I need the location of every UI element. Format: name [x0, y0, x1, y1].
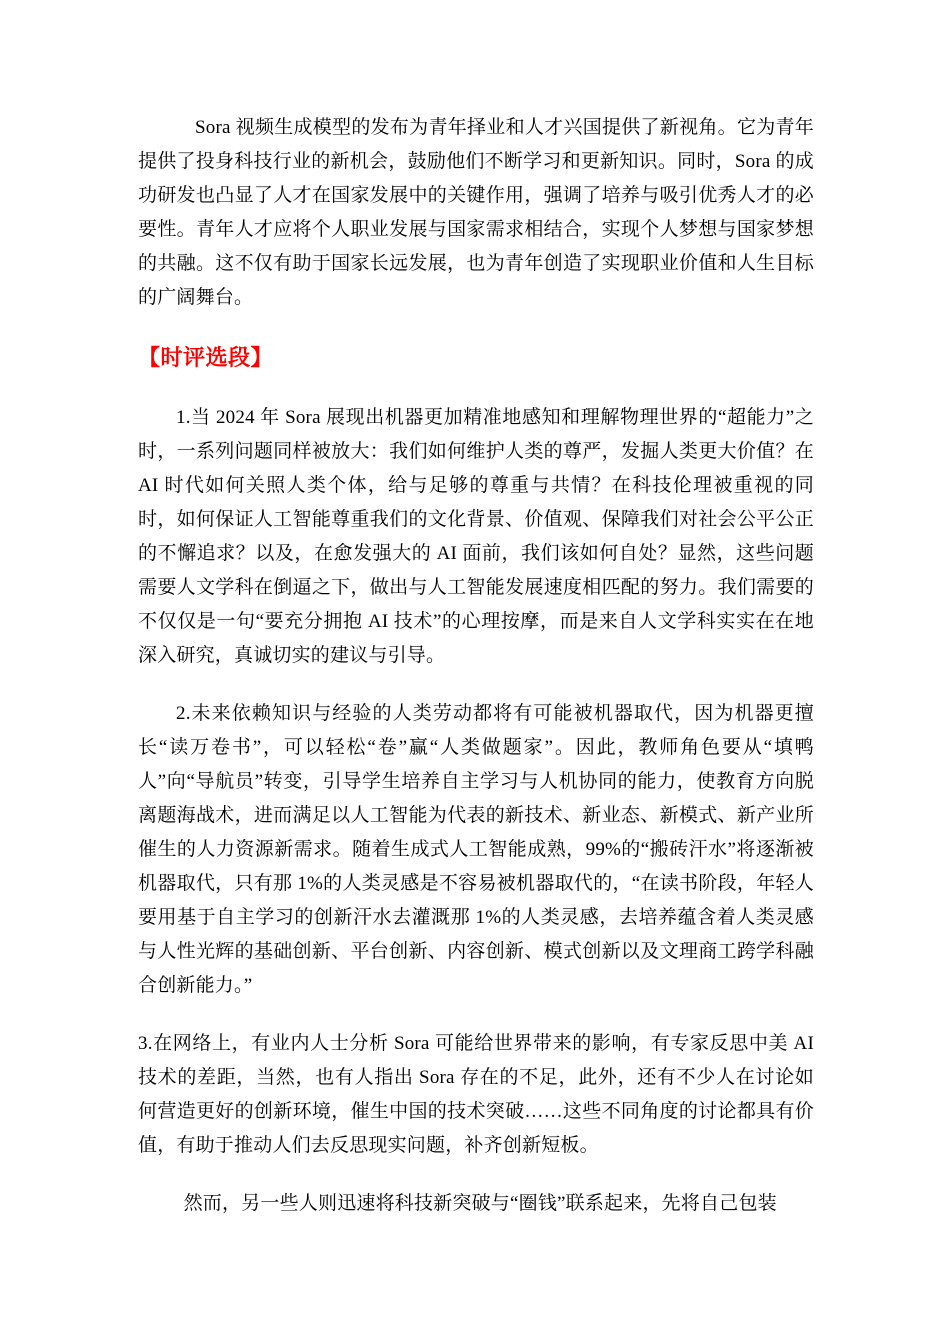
section-heading: 【时评选段】	[138, 345, 274, 370]
intro-paragraph: Sora 视频生成模型的发布为青年择业和人才兴国提供了新视角。它为青年提供了投身科技行业的新机会，鼓励他们不断学习和更新知识。同时，Sora 的成功研发也凸显了人才在国家发展中的关键作用，强调了培养与吸引优秀人才的必要性。青年人才应将个人职业发展与国家需求相结合，实现个人梦想与国家梦想的共融。这不仅有助于国家长远发展，也为青年创造了实现职业价值和人生目标的广阔舞台。	[138, 117, 814, 308]
commentary-item-3: 3.在网络上，有业内人士分析 Sora 可能给世界带来的影响，有专家反思中美 AI 技术的差距，当然，也有人指出 Sora 存在的不足，此外，还有不少人在讨论如何营造更好的创新环境，催生中国的技术突破……这些不同角度的讨论都具有价值，有助于推动人们去反思现实问题，补齐创新短板。	[138, 1033, 814, 1156]
closing-paragraph: 然而，另一些人则迅速将科技新突破与“圈钱”联系起来，先将自己包装	[183, 1193, 777, 1214]
commentary-item-1: 1.当 2024 年 Sora 展现出机器更加精准地感知和理解物理世界的“超能力”之时，一系列问题同样被放大：我们如何维护人类的尊严，发掘人类更大价值？在 AI 时代如何关照人类个体，给与足够的尊重与共情？在科技伦理被重视的同时，如何保证人工智能尊重我们的文化背景、价值观、保障我们对社会公平公正的不懈追求？以及，在愈发强大的 AI 面前，我们该如何自处？显然，这些问题需要人文学科在倒逼之下，做出与人工智能发展速度相匹配的努力。我们需要的不仅仅是一句“要充分拥抱 AI 技术”的心理按摩，而是来自人文学科实实在在地深入研究，真诚切实的建议与引导。	[138, 407, 814, 666]
commentary-item-2: 2.未来依赖知识与经验的人类劳动都将有可能被机器取代，因为机器更擅长“读万卷书”，可以轻松“卷”赢“人类做题家”。因此，教师角色要从“填鸭人”向“导航员”转变，引导学生培养自主学习与人机协同的能力，使教育方向脱离题海战术，进而满足以人工智能为代表的新技术、新业态、新模式、新产业所催生的人力资源新需求。随着生成式人工智能成熟，99%的“搬砖汗水”将逐渐被机器取代，只有那 1%的人类灵感是不容易被机器取代的，“在读书阶段，年轻人要用基于自主学习的创新汗水去灌溉那 1%的人类灵感，去培养蕴含着人类灵感与人性光辉的基础创新、平台创新、内容创新、模式创新以及文理商工跨学科融合创新能力。”	[138, 703, 814, 996]
